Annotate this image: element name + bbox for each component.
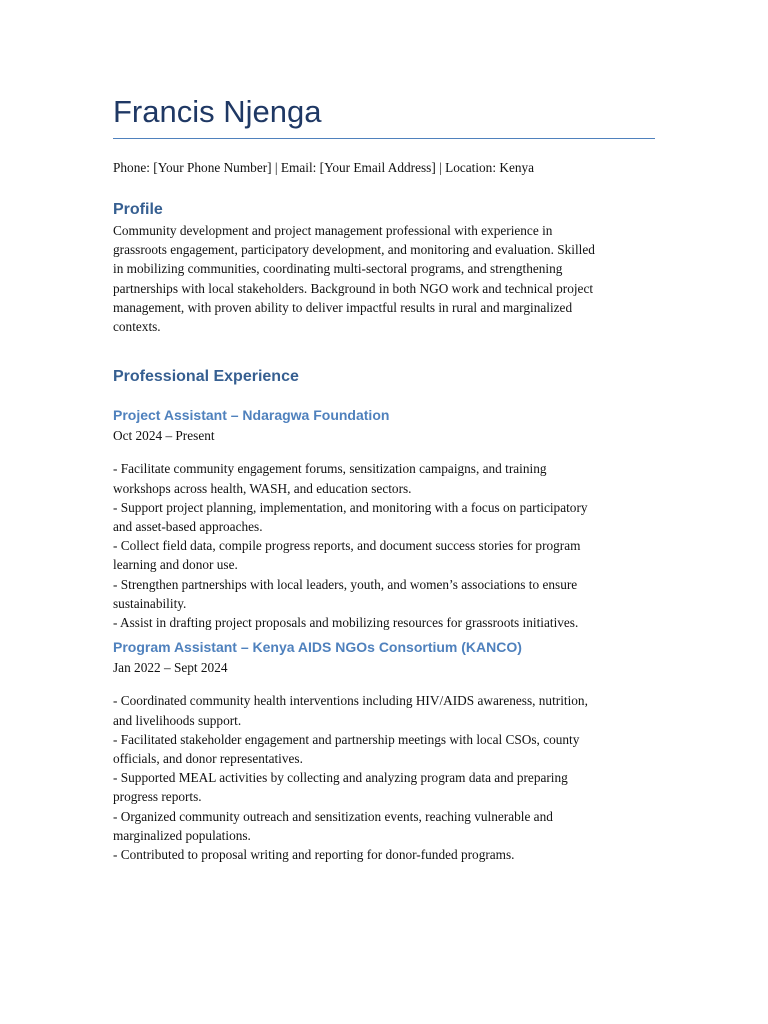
candidate-name: Francis Njenga xyxy=(113,94,322,129)
bullet-line: - Coordinated community health interventions including HIV/AIDS awareness, nutrition, xyxy=(113,693,588,709)
contact-line: Phone: [Your Phone Number] | Email: [Your Email Address] | Location: Kenya xyxy=(113,160,535,175)
bullet-line: and livelihoods support. xyxy=(113,712,242,728)
bullet-line: - Supported MEAL activities by collecting and analyzing program data and preparing xyxy=(113,770,568,786)
job-dates: Oct 2024 – Present xyxy=(113,428,215,444)
bullet-line: sustainability. xyxy=(113,595,187,611)
profile-line: management, with proven ability to deliver impactful results in rural and marginalized xyxy=(113,299,573,315)
job-responsibilities xyxy=(113,459,658,632)
bullet-line: - Assist in drafting project proposals and mobilizing resources for grassroots initiatives. xyxy=(113,615,579,631)
bullet-line: learning and donor use. xyxy=(113,557,238,573)
bullet-line: - Collect field data, compile progress reports, and document success stories for program xyxy=(113,538,581,554)
bullet-line: - Strengthen partnerships with local leaders, youth, and women’s associations to ensure xyxy=(113,576,578,592)
bullet-line: - Facilitate community engagement forums, sensitization campaigns, and training xyxy=(113,461,547,477)
bullet-line: - Support project planning, implementation, and monitoring with a focus on participatory xyxy=(113,499,588,515)
bullet-line: - Facilitated stakeholder engagement and partnership meetings with local CSOs, county xyxy=(113,731,580,747)
title-divider xyxy=(113,138,655,139)
job-responsibilities xyxy=(113,691,658,864)
bullet-line: marginalized populations. xyxy=(113,827,251,843)
profile-line: in mobilizing communities, coordinating multi-sectoral programs, and strengthening xyxy=(113,261,563,277)
profile-summary xyxy=(113,221,658,336)
bullet-line: workshops across health, WASH, and education sectors. xyxy=(113,480,412,496)
profile-line: grassroots engagement, participatory development, and monitoring and evaluation. Skilled xyxy=(113,242,595,258)
bullet-line: and asset-based approaches. xyxy=(113,519,263,535)
bullet-line: progress reports. xyxy=(113,789,202,805)
bullet-line: - Contributed to proposal writing and reporting for donor-funded programs. xyxy=(113,847,515,863)
profile-line: contexts. xyxy=(113,319,161,335)
bullet-line: officials, and donor representatives. xyxy=(113,751,303,767)
profile-line: Community development and project management professional with experience in xyxy=(113,223,553,238)
job-title: Program Assistant – Kenya AIDS NGOs Consortium (KANCO) xyxy=(113,639,522,656)
resume-content xyxy=(113,92,658,864)
profile-heading: Profile xyxy=(113,201,163,218)
job-title: Project Assistant – Ndaragwa Foundation xyxy=(113,407,390,424)
experience-heading: Professional Experience xyxy=(113,368,299,386)
job-entry-kanco xyxy=(113,636,658,864)
bullet-line: - Organized community outreach and sensitization events, reaching vulnerable and xyxy=(113,808,553,824)
profile-line: partnerships with local stakeholders. Background in both NGO work and technical project xyxy=(113,280,594,296)
job-dates: Jan 2022 – Sept 2024 xyxy=(113,660,228,676)
job-entry-ndaragwa xyxy=(113,404,658,632)
